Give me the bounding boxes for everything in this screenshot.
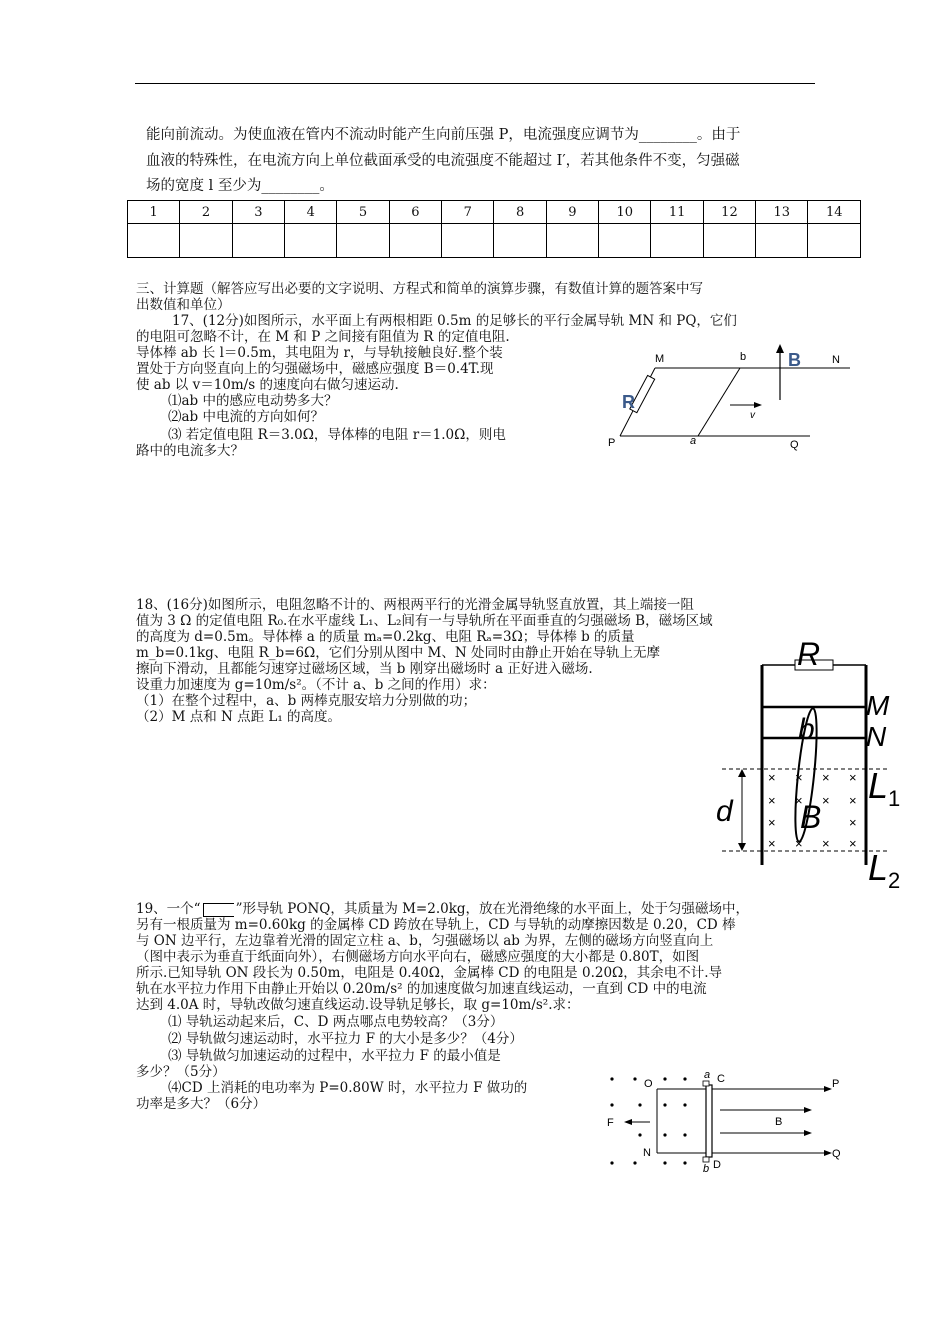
- label-l2-sub: 2: [888, 868, 901, 893]
- label-field-b: B: [788, 350, 801, 370]
- q17-line-7: ⑵ab 中电流的方向如何？: [168, 409, 324, 425]
- top-rule: [135, 83, 815, 84]
- answer-col-header: 4: [285, 201, 337, 224]
- label-field-b: B: [800, 799, 822, 835]
- q19-line-7: 达到 4.0A 时，导轨改做匀速直线运动.设导轨足够长，取 g=10m/s².求：: [136, 997, 580, 1013]
- q19-line-1b: ”形导轨 PONQ，其质量为 M=2.0kg，放在光滑绝缘的水平面上，处于匀强磁场中，: [235, 901, 750, 917]
- label-m: M: [655, 353, 665, 365]
- intro-line-2: 血液的特殊性，在电流方向上单位截面承受的电流强度不能超过 I′，若其他条件不变，匀强磁: [146, 153, 740, 169]
- q18-line-6: 设重力加速度为 g=10m/s²。（不计 a、b 之间的作用）求：: [136, 677, 496, 693]
- rod-cd: [706, 1085, 712, 1157]
- q19-line-2: 另有一根质量为 m=0.60kg 的金属棒 CD 跨放在导轨上，CD 与导轨的动摩擦因数是 0.20，CD 棒: [136, 917, 736, 933]
- bracket-icon: [203, 903, 234, 917]
- field-line-2-head: [804, 1130, 812, 1136]
- field-cross: ×: [768, 815, 776, 830]
- q17-figure: [600, 340, 860, 455]
- field-line-1-head: [804, 1107, 812, 1113]
- force-arrow-head: [624, 1119, 632, 1125]
- answer-cell[interactable]: [337, 224, 389, 258]
- post-a: [703, 1081, 709, 1086]
- field-cross: ×: [849, 770, 857, 785]
- label-r: R: [622, 392, 635, 412]
- label-l1: [868, 765, 900, 811]
- q17-line-1: 17、(12分)如图所示，水平面上有两根相距 0.5m 的足够长的平行金属导轨 MN 和 PQ，它们: [172, 313, 737, 329]
- intro-line-3: 场的宽度 l 至少为________。: [146, 178, 334, 194]
- answer-col-header: 1: [128, 201, 180, 224]
- answer-cell[interactable]: [442, 224, 494, 258]
- velocity-arrow-head: [754, 402, 762, 408]
- label-m: M: [866, 690, 890, 721]
- section3-heading-2: 出数值和单位）: [136, 297, 231, 313]
- q19-line-5: 所示.已知导轨 ON 段长为 0.50m，电阻是 0.40Ω，金属棒 CD 的电阻是 0.20Ω，其余电不计.导: [136, 965, 723, 981]
- q19-line-4: （图中表示为垂直于纸面向外），右侧磁场方向水平向右，磁感应强度的大小都是 0.80T，如图: [136, 949, 700, 965]
- answer-table: [127, 200, 861, 258]
- q18-line-2: 值为 3 Ω 的定值电阻 R₀.在水平虚线 L₁、L₂间有一与导轨所在平面垂直的匀强磁场 B，磁场区域: [136, 613, 713, 629]
- answer-cell[interactable]: [494, 224, 546, 258]
- q17-line-5: 使 ab 以 v＝10m/s 的速度向右做匀速运动.: [136, 377, 399, 393]
- field-cross: ×: [849, 793, 857, 808]
- answer-cell[interactable]: [128, 224, 180, 258]
- label-n: N: [832, 354, 840, 366]
- label-l1-sub: 1: [888, 786, 901, 811]
- q17-line-3: 导体棒 ab 长 l＝0.5m，其电阻为 r，与导轨接触良好.整个装: [136, 345, 503, 361]
- field-cross: ×: [849, 836, 857, 851]
- label-l1-main: L: [868, 765, 889, 806]
- q19-line-13: 功率是多大？（6分）: [136, 1096, 267, 1112]
- q19-line-1a: 19、一个“: [136, 901, 201, 917]
- label-n: N: [866, 721, 887, 752]
- rod-ab: [698, 368, 740, 436]
- answer-cell[interactable]: [703, 224, 755, 258]
- field-cross: ×: [822, 836, 830, 851]
- label-q: Q: [832, 1148, 841, 1160]
- field-cross: ×: [795, 793, 803, 808]
- answer-cell[interactable]: [180, 224, 232, 258]
- label-b: b: [740, 351, 747, 363]
- answer-col-header: 12: [703, 201, 755, 224]
- field-cross: ×: [768, 836, 776, 851]
- answer-col-header: 11: [651, 201, 703, 224]
- answer-cell[interactable]: [599, 224, 651, 258]
- answer-table-header-row: [128, 201, 861, 224]
- answer-col-header: 8: [494, 201, 546, 224]
- label-l2-main: L: [868, 847, 889, 888]
- q18-line-3: 的高度为 d=0.5m。导体棒 a 的质量 mₐ=0.2kg、电阻 Rₐ=3Ω；导体棒 b 的质量: [136, 629, 635, 645]
- arrow-q: [824, 1150, 832, 1156]
- label-n: N: [643, 1147, 651, 1159]
- q18-line-5: 擦向下滑动，且都能匀速穿过磁场区域，当 b 刚穿出磁场时 a 正好进入磁场.: [136, 661, 593, 677]
- label-a: a: [690, 435, 697, 447]
- label-d: d: [716, 795, 733, 828]
- answer-table-blank-row: [128, 224, 861, 258]
- q19-line-12: ⑷CD 上消耗的电功率为 P=0.80W 时，水平拉力 F 做功的: [168, 1080, 528, 1096]
- label-b: b: [703, 1163, 710, 1175]
- q19-line-1: [136, 901, 749, 917]
- field-cross: ×: [768, 793, 776, 808]
- answer-col-header: 10: [599, 201, 651, 224]
- answer-col-header: 13: [756, 201, 808, 224]
- answer-cell[interactable]: [651, 224, 703, 258]
- q19-line-9: ⑵ 导轨做匀速运动时，水平拉力 F 的大小是多少？（4分）: [168, 1031, 523, 1047]
- answer-col-header: 2: [180, 201, 232, 224]
- q17-line-2: 的电阻可忽略不计，在 M 和 P 之间接有阻值为 R 的定值电阻.: [136, 329, 510, 345]
- answer-col-header: 6: [389, 201, 441, 224]
- label-p: P: [832, 1078, 840, 1090]
- intro-line-1: 能向前流动。为使血液在管内不流动时能产生向前压强 P，电流强度应调节为________。由于: [146, 127, 741, 143]
- q19-line-8: ⑴ 导轨运动起来后，C、D 两点哪点电势较高？（3分）: [168, 1014, 504, 1030]
- answer-col-header: 5: [337, 201, 389, 224]
- label-o: O: [644, 1078, 653, 1090]
- label-p: P: [608, 437, 616, 449]
- post-b: [703, 1157, 709, 1162]
- answer-col-header: 7: [442, 201, 494, 224]
- answer-cell[interactable]: [756, 224, 808, 258]
- q17-line-4: 置处于方向竖直向上的匀强磁场中，磁感应强度 B＝0.4T.现: [136, 361, 494, 377]
- field-cross: ×: [795, 836, 803, 851]
- q19-line-6: 轨在水平拉力作用下由静止开始以 0.20m/s² 的加速度做匀加速直线运动，一直到 CD 中的电流: [136, 981, 707, 997]
- q17-line-8: ⑶ 若定值电阻 R＝3.0Ω，导体棒的电阻 r＝1.0Ω，则电: [168, 427, 506, 443]
- q19-figure: [600, 1065, 860, 1175]
- q17-line-6: ⑴ab 中的感应电动势多大？: [168, 393, 338, 409]
- answer-cell[interactable]: [389, 224, 441, 258]
- answer-cell[interactable]: [232, 224, 284, 258]
- q18-line-8: （2）M 点和 N 点距 L₁ 的高度。: [136, 709, 342, 725]
- label-r: R: [797, 636, 821, 672]
- label-q: Q: [790, 439, 799, 451]
- q18-line-1: 18、(16分)如图所示，电阻忽略不计的、两根两平行的光滑金属导轨竖直放置，其上端接一阻: [136, 597, 694, 613]
- label-d: D: [713, 1159, 721, 1171]
- field-cross: ×: [822, 793, 830, 808]
- q18-line-7: （1）在整个过程中，a、b 两棒克服安培力分别做的功；: [136, 693, 477, 709]
- answer-col-header: 14: [808, 201, 861, 224]
- label-a: a: [704, 1069, 711, 1081]
- field-arrow-head: [776, 344, 784, 353]
- label-b-field: B: [775, 1116, 783, 1128]
- answer-cell[interactable]: [285, 224, 337, 258]
- height-d-arrow-bottom: [738, 843, 746, 851]
- q18-figure: [700, 635, 915, 895]
- answer-cell[interactable]: [546, 224, 598, 258]
- label-l2: [868, 847, 900, 893]
- field-cross: ×: [822, 770, 830, 785]
- answer-cell[interactable]: [808, 224, 861, 258]
- arrow-p: [824, 1086, 832, 1092]
- q19-line-11: 多少？（5分）: [136, 1064, 226, 1080]
- answer-col-header: 9: [546, 201, 598, 224]
- field-cross: ×: [795, 770, 803, 785]
- label-v: v: [750, 410, 755, 421]
- label-f: F: [607, 1117, 614, 1129]
- field-cross: ×: [849, 815, 857, 830]
- label-b: b: [798, 713, 815, 746]
- q18-line-4: m_b=0.1kg、电阻 R_b=6Ω，它们分别从图中 M、N 处同时由静止开始在导轨上无摩: [136, 645, 660, 661]
- answer-col-header: 3: [232, 201, 284, 224]
- height-d-arrow-top: [738, 769, 746, 777]
- q17-line-9: 路中的电流多大？: [136, 443, 244, 459]
- field-cross: ×: [768, 770, 776, 785]
- q19-line-10: ⑶ 导轨做匀加速运动的过程中，水平拉力 F 的最小值是: [168, 1048, 501, 1064]
- label-c: C: [717, 1073, 725, 1085]
- section3-heading-1: 三、计算题（解答应写出必要的文字说明、方程式和简单的演算步骤，有数值计算的题答案中写: [136, 281, 703, 297]
- q19-line-3: 与 ON 边平行，左边靠着光滑的固定立柱 a、b，匀强磁场以 ab 为界，左侧的磁场方向竖直向上: [136, 933, 714, 949]
